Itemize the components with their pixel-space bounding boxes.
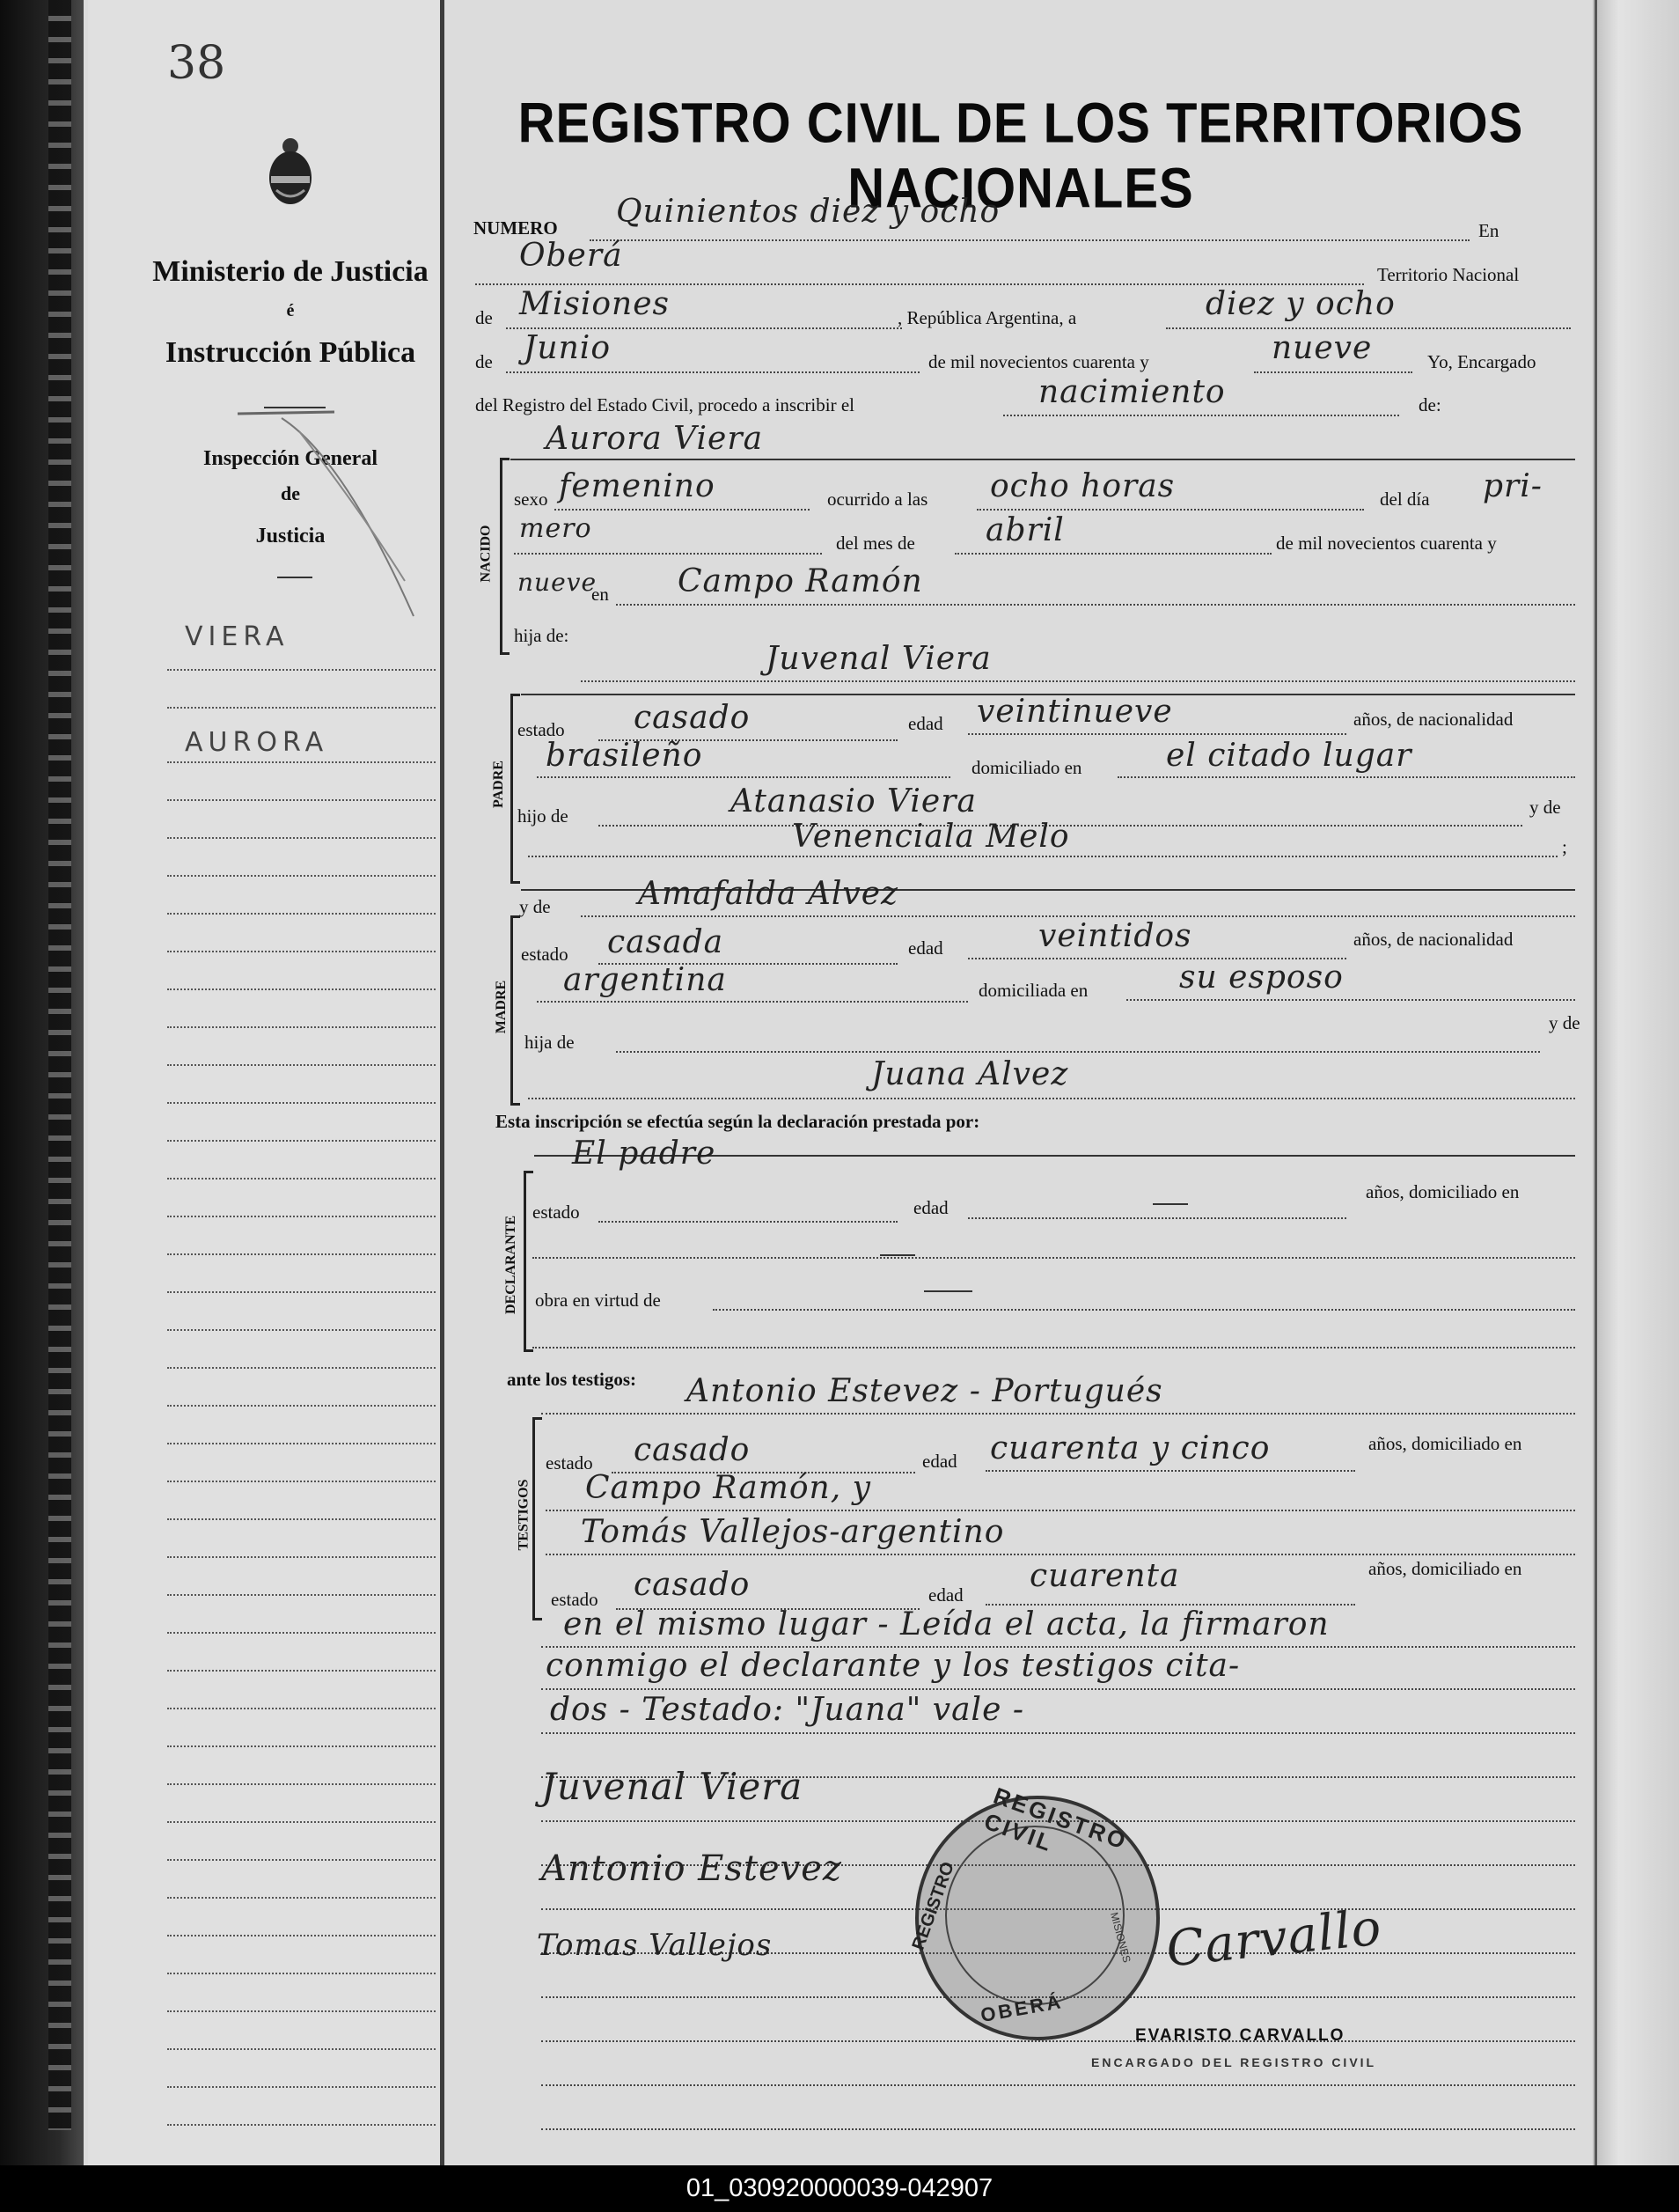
inspection-line2: de <box>281 482 300 504</box>
margin-rule <box>167 1253 436 1255</box>
margin-rule <box>167 1064 436 1066</box>
declarante-anios-label: años, domiciliado en <box>1366 1181 1520 1202</box>
margin-rule <box>167 1178 436 1179</box>
margin-rule <box>167 1935 436 1936</box>
declarante-domicilio-line <box>532 1257 1575 1259</box>
obra-label: obra en virtud de <box>535 1290 661 1311</box>
margin-rule <box>167 799 436 801</box>
madre-name: Amafalda Alvez <box>638 876 898 912</box>
margin-rule <box>167 1367 436 1369</box>
republica-label: , República Argentina, a <box>898 307 1077 328</box>
testigos-brace <box>532 1417 542 1620</box>
numero-value: Quinientos diez y ocho <box>616 194 1001 230</box>
declarante-edad-label: edad <box>913 1197 949 1218</box>
madre-brace <box>510 915 520 1106</box>
signature-juvenal: Juvenal Viera <box>541 1765 803 1808</box>
signature-rule <box>541 2040 1575 2042</box>
margin-rule <box>167 913 436 915</box>
sexo-label: sexo <box>514 489 548 510</box>
month-value: Junio <box>524 330 611 366</box>
lugar-value: Campo Ramón <box>678 563 923 599</box>
margin-rule <box>167 1897 436 1899</box>
padre-edad-label: edad <box>908 713 943 734</box>
padre-nacionalidad-value: brasileño <box>546 738 703 774</box>
margin-rule <box>167 1405 436 1407</box>
margin-rule <box>167 1140 436 1142</box>
page-edge <box>1593 0 1679 2165</box>
closing-line-3 <box>541 1732 1575 1734</box>
nacido-name: Aurora Viera <box>546 421 764 457</box>
declarante-estado-label: estado <box>532 1202 580 1223</box>
testigo2-estado: casado <box>634 1567 751 1603</box>
margin-rule <box>167 1556 436 1558</box>
testigo1-edad-label: edad <box>922 1451 957 1472</box>
nacido-brace <box>500 458 510 655</box>
abuela-materna-line <box>528 1098 1575 1099</box>
padre-domicilio-value: el citado lugar <box>1166 738 1412 774</box>
ministry-line1: Ministerio de Justicia <box>152 255 429 288</box>
mes-line <box>955 553 1272 555</box>
margin-rule <box>167 1216 436 1217</box>
stamp-top-text: REGISTRO CIVIL <box>980 1782 1132 1857</box>
madre-yde2-label: y de <box>1549 1012 1580 1033</box>
numero-label: NUMERO <box>473 217 558 239</box>
sexo-value: femenino <box>559 468 715 504</box>
signature-rule <box>541 2084 1575 2086</box>
year-value: nueve <box>1272 330 1373 366</box>
testigo2-edad-line <box>986 1604 1355 1606</box>
testigo2-name-line <box>546 1554 1575 1555</box>
hora-line <box>977 509 1364 511</box>
act-value: nacimiento <box>1038 374 1226 410</box>
padre-estado-label: estado <box>517 719 565 740</box>
nacido-en-label: en <box>591 584 609 605</box>
hora-value: ocho horas <box>990 468 1176 504</box>
dia-label: del día <box>1380 489 1430 510</box>
stamp-right-text: MISIONES <box>1107 1910 1133 1965</box>
margin-rule <box>167 1518 436 1520</box>
testigo2-edad: cuarenta <box>1030 1558 1180 1594</box>
mes-label: del mes de <box>836 533 915 554</box>
padre-domicilio-line <box>1118 776 1575 778</box>
testigo1-name: Antonio Estevez - Portugués <box>686 1373 1163 1409</box>
signature-official: Carvallo <box>1163 1899 1385 1979</box>
declarante-domicilio-dash <box>880 1254 915 1256</box>
de3-label: de: <box>1419 394 1441 415</box>
padre-section-label: PADRE <box>490 761 506 808</box>
anio-value: nueve <box>517 568 598 597</box>
de2-label: de <box>475 351 493 372</box>
margin-rule <box>167 1821 436 1823</box>
margin-rule <box>167 707 436 709</box>
declarante-name: El padre <box>572 1135 716 1172</box>
obra-line <box>713 1309 1575 1311</box>
margin-rule <box>167 1102 436 1104</box>
coat-of-arms-icon <box>264 132 317 211</box>
declarante-section-label: DECLARANTE <box>503 1215 519 1315</box>
margin-rule <box>167 988 436 990</box>
testigo1-estado: casado <box>634 1432 751 1468</box>
madre-nacionalidad-value: argentina <box>563 962 727 998</box>
declarante-brace <box>524 1171 533 1352</box>
margin-rule <box>167 2010 436 2012</box>
en-label: En <box>1478 220 1499 241</box>
abuela-paterna-line <box>528 856 1558 857</box>
testigo2-estado-label: estado <box>551 1589 598 1610</box>
margin-rule <box>167 1745 436 1747</box>
mes-value: abril <box>986 512 1065 548</box>
ocurrido-label: ocurrido a las <box>827 489 928 510</box>
abuela-materna: Juana Alvez <box>871 1056 1069 1092</box>
territorio-label: Territorio Nacional <box>1377 264 1520 285</box>
act-line <box>1003 415 1399 416</box>
hija-label: hija de: <box>514 625 569 646</box>
madre-hija-label: hija de <box>524 1032 575 1053</box>
testigo1-domicilio-line <box>546 1510 1575 1511</box>
testigo1-edad: cuarenta y cinco <box>990 1430 1271 1466</box>
margin-rule <box>167 1481 436 1482</box>
margin-rule <box>167 761 436 763</box>
margin-rule <box>167 1973 436 1974</box>
margin-rule <box>167 669 436 671</box>
testigo2-edad-label: edad <box>928 1584 964 1606</box>
territory-value: Misiones <box>519 286 671 322</box>
madre-estado-label: estado <box>521 944 568 965</box>
margin-rule <box>167 1632 436 1634</box>
numero-line <box>590 239 1470 241</box>
testigos-intro: ante los testigos: <box>507 1369 636 1390</box>
inspection-line1: Inspección General <box>203 447 378 470</box>
margin-rule <box>167 1594 436 1596</box>
closing-text-2: conmigo el declarante y los testigos cita- <box>546 1648 1241 1684</box>
page-number: 38 <box>167 37 226 90</box>
margin-given-name: AURORA <box>185 727 329 758</box>
madre-edad-label: edad <box>908 937 943 959</box>
dia-line <box>514 553 822 555</box>
madre-hija-line <box>616 1051 1540 1053</box>
testigo1-anios-label: años, domiciliado en <box>1368 1433 1522 1454</box>
padre-anios-label: años, de nacionalidad <box>1353 709 1514 730</box>
margin-rule <box>167 2124 436 2126</box>
madre-domicilio-value: su esposo <box>1179 959 1344 996</box>
place-line <box>475 283 1364 285</box>
year-label: de mil novecientos cuarenta y <box>928 351 1149 372</box>
madre-section-label: MADRE <box>494 980 510 1034</box>
year-line <box>1254 371 1412 373</box>
obra-dash <box>924 1290 972 1292</box>
stamp-bottom-text: OBERÁ <box>979 1989 1065 2027</box>
registro-civil-stamp <box>908 1782 1160 2040</box>
padre-semicolon: ; <box>1562 836 1567 857</box>
abuela-paterna: Venenciala Melo <box>792 819 1070 855</box>
margin-rule <box>167 1026 436 1028</box>
padre-name-line <box>581 680 1575 682</box>
madre-domiciliada-label: domiciliada en <box>979 980 1089 1001</box>
margin-rule <box>167 1859 436 1861</box>
margin-rule <box>167 1670 436 1672</box>
testigo2-anios-label: años, domiciliado en <box>1368 1558 1522 1579</box>
testigo1-domicilio: Campo Ramón, y <box>585 1470 871 1506</box>
margin-rule <box>167 837 436 839</box>
margin-rule <box>167 875 436 877</box>
day-value: diez y ocho <box>1206 286 1396 322</box>
padre-estado-value: casado <box>634 700 751 736</box>
closing-text-3: dos - Testado: "Juana" vale - <box>550 1692 1024 1728</box>
padre-hijo-label: hijo de <box>517 805 568 827</box>
margin-rule <box>167 951 436 952</box>
binding-stitching <box>48 0 71 2130</box>
closing-text-1: en el mismo lugar - Leída el acta, la firmaron <box>563 1606 1330 1642</box>
yo-label: Yo, Encargado <box>1427 351 1536 372</box>
page-title: REGISTRO CIVIL DE LOS TERRITORIOS NACIONALES <box>517 92 1524 220</box>
anio-label: de mil novecientos cuarenta y <box>1276 533 1497 554</box>
margin-rule <box>167 1708 436 1709</box>
document-id: 01_030920000039-042907 <box>686 2174 993 2202</box>
territory-line <box>506 327 902 329</box>
madre-estado-value: casada <box>607 924 724 960</box>
signature-rule <box>541 2128 1575 2130</box>
month-line <box>506 371 920 373</box>
padre-name: Juvenal Viera <box>766 641 992 677</box>
margin-divider <box>440 0 444 2165</box>
margin-rule <box>167 1329 436 1331</box>
sexo-line <box>554 509 810 511</box>
padre-yde-label: y de <box>1529 797 1561 818</box>
madre-domicilio-line <box>1126 999 1575 1001</box>
right-border <box>1595 0 1597 2165</box>
testigo1-edad-line <box>986 1470 1355 1472</box>
dia-value-a: pri- <box>1483 468 1543 504</box>
testigo2-name: Tomás Vallejos-argentino <box>581 1514 1005 1550</box>
margin-column <box>88 0 444 2165</box>
margin-rule <box>167 2086 436 2088</box>
abuelo-paterno: Atanasio Viera <box>730 783 977 819</box>
place-value: Oberá <box>519 238 623 274</box>
signature-antonio: Antonio Estevez <box>541 1848 842 1889</box>
registro-label: del Registro del Estado Civil, procedo a inscribir el <box>475 394 854 415</box>
margin-rule <box>167 1443 436 1444</box>
closing-line-2 <box>541 1688 1575 1690</box>
madre-yde-label: y de <box>519 896 551 917</box>
declarante-bottom-line <box>532 1347 1575 1349</box>
inspection-line3: Justicia <box>255 525 326 547</box>
testigo1-estado-label: estado <box>546 1452 593 1473</box>
pencil-strokes-icon <box>229 405 431 625</box>
testigo1-name-line <box>541 1413 1575 1415</box>
margin-rule <box>167 1783 436 1785</box>
padre-nacionalidad-line <box>537 776 950 778</box>
de-label: de <box>475 307 493 328</box>
day-line <box>1166 327 1571 329</box>
madre-anios-label: años, de nacionalidad <box>1353 929 1514 950</box>
declarante-edad-line <box>968 1217 1346 1219</box>
stamp-left-text: REGISTRO <box>908 1859 958 1953</box>
nacido-top-rule <box>510 459 1575 460</box>
madre-name-line <box>581 915 1575 917</box>
official-title: ENCARGADO DEL REGISTRO CIVIL <box>1091 2055 1377 2069</box>
signature-tomas: Tomas Vallejos <box>537 1928 773 1963</box>
footer-bar <box>0 2165 1679 2212</box>
declarante-estado-line <box>598 1221 898 1223</box>
dia-value-b: mero <box>519 513 592 544</box>
margin-rule <box>167 1291 436 1293</box>
nacido-section-label: NACIDO <box>478 525 494 583</box>
padre-domiciliado-label: domiciliado en <box>971 757 1082 778</box>
madre-edad-value: veintidos <box>1038 918 1192 954</box>
padre-edad-value: veintinueve <box>977 694 1173 730</box>
declarante-intro: Esta inscripción se efectúa según la declaración prestada por: <box>495 1111 980 1132</box>
margin-rule <box>167 2048 436 2050</box>
ministry-conjunction: é <box>286 301 295 320</box>
padre-edad-line <box>968 733 1346 735</box>
lugar-line <box>616 604 1575 606</box>
margin-surname: VIERA <box>185 621 290 652</box>
official-name: EVARISTO CARVALLO <box>1135 2026 1345 2045</box>
ministry-line2: Instrucción Pública <box>165 336 416 369</box>
declarante-edad-dash <box>1153 1203 1188 1205</box>
testigos-section-label: TESTIGOS <box>516 1479 532 1551</box>
madre-nacionalidad-line <box>537 1001 968 1003</box>
